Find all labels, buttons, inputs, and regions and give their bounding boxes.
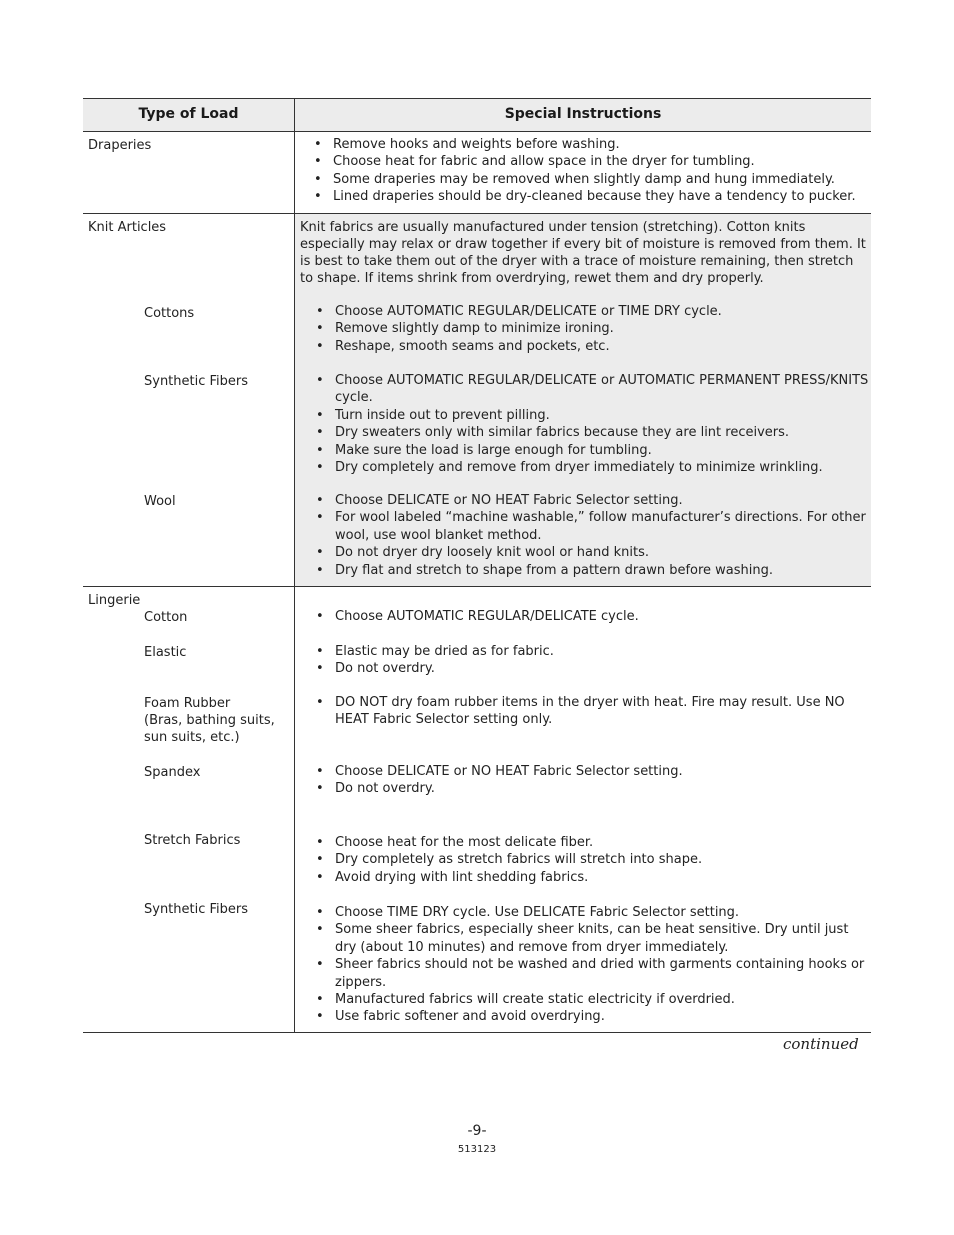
list-item: • Some sheer fabrics, especially sheer knits, can be heat sensitive. Dry until just dry (about 10 minutes) and remove from dryer immediately. [313,921,871,956]
table-top-rule [83,98,871,99]
list-item: • Some draperies may be removed when slightly damp and hung immediately. [311,171,871,188]
header-rule [83,131,871,132]
list-item: • Choose heat for the most delicate fiber. [313,834,871,851]
list-item: • Lined draperies should be dry-cleaned because they have a tendency to pucker. [311,188,871,205]
lingerie-elastic-bullets [313,643,871,678]
list-item: • Make sure the load is large enough for tumbling. [313,442,871,459]
list-item: • Use fabric softener and avoid overdrying. [313,1008,871,1025]
list-item: • Dry completely and remove from dryer immediately to minimize wrinkling. [313,459,871,476]
label-lingerie-cotton: Cotton [144,610,188,625]
table-bottom-rule [83,1032,871,1033]
list-item: • Reshape, smooth seams and pockets, etc. [313,338,871,355]
lingerie-spandex-bullets [313,763,871,798]
label-lingerie: Lingerie [88,593,141,608]
lingerie-synthetic-bullets [313,904,871,1026]
list-item: • Do not overdry. [313,660,871,677]
list-item: • Manufactured fabrics will create static electricity if overdried. [313,991,871,1008]
draperies-rule [83,213,871,214]
list-item: • For wool labeled “machine washable,” follow manufacturer’s directions. For other wool, use wool blanket method. [313,509,871,544]
lingerie-foam-bullets [313,694,871,729]
list-item: • Dry completely as stretch fabrics will stretch into shape. [313,851,871,868]
knit-synthetic-bullets [313,372,871,476]
foam-label-line: (Bras, bathing suits, [144,713,275,728]
label-lingerie-spandex: Spandex [144,765,201,780]
foam-label-line: sun suits, etc.) [144,730,240,745]
list-item: • Remove slightly damp to minimize ironing. [313,320,871,337]
label-knit-cottons: Cottons [144,306,195,321]
list-item: • Dry flat and stretch to shape from a pattern drawn before washing. [313,562,871,579]
foam-label-line: Foam Rubber [144,696,231,711]
list-item: • DO NOT dry foam rubber items in the dryer with heat. Fire may result. Use NO HEAT Fabric Selector setting only. [313,694,871,729]
instructions-table [83,98,871,1033]
list-item: • Choose AUTOMATIC REGULAR/DELICATE or TIME DRY cycle. [313,303,871,320]
label-lingerie-elastic: Elastic [144,645,187,660]
knit-cottons-bullets [313,303,871,355]
list-item: • Remove hooks and weights before washing. [311,136,871,153]
list-item: • Choose DELICATE or NO HEAT Fabric Selector setting. [313,492,871,509]
continued-note: continued [783,1035,859,1053]
list-item: • Dry sweaters only with similar fabrics because they are lint receivers. [313,424,871,441]
knit-wool-bullets [313,492,871,579]
list-item: • Choose TIME DRY cycle. Use DELICATE Fabric Selector setting. [313,904,871,921]
document-number: 513123 [457,1144,497,1155]
label-lingerie-foam [144,695,275,746]
list-item: • Turn inside out to prevent pilling. [313,407,871,424]
list-item: • Elastic may be dried as for fabric. [313,643,871,660]
list-item: • Do not overdry. [313,780,871,797]
list-item: • Choose AUTOMATIC REGULAR/DELICATE cycle. [313,608,871,625]
header-type-of-load: Type of Load [138,106,239,122]
lingerie-stretch-bullets [313,834,871,886]
label-knit-synthetic: Synthetic Fibers [144,374,249,389]
list-item: • Choose AUTOMATIC REGULAR/DELICATE or AUTOMATIC PERMANENT PRESS/KNITS cycle. [313,372,871,407]
page-number: -9- [467,1123,487,1139]
draperies-bullets [311,136,871,206]
label-knit-wool: Wool [144,494,176,509]
column-divider [294,98,295,1033]
list-item: • Avoid drying with lint shedding fabrics. [313,869,871,886]
label-draperies: Draperies [88,138,152,153]
lingerie-cotton-bullets [313,608,871,625]
list-item: • Do not dryer dry loosely knit wool or hand knits. [313,544,871,561]
list-item: • Choose heat for fabric and allow space in the dryer for tumbling. [311,153,871,170]
label-lingerie-synthetic: Synthetic Fibers [144,902,249,917]
list-item: • Sheer fabrics should not be washed and dried with garments containing hooks or zippers. [313,956,871,991]
knit-rule [83,586,871,587]
header-special-instructions: Special Instructions [504,106,662,122]
label-knit-articles: Knit Articles [88,220,167,235]
knit-intro: Knit fabrics are usually manufactured under tension (stretching). Cotton knits especially may relax or draw together if every bit of moisture is removed from them. It is best to take them out of the dryer with a trace of moisture remaining, then stretch to shape. If items shrink from overdrying, rewet them and dry properly. [300,220,866,286]
list-item: • Choose DELICATE or NO HEAT Fabric Selector setting. [313,763,871,780]
label-lingerie-stretch: Stretch Fabrics [144,833,241,848]
